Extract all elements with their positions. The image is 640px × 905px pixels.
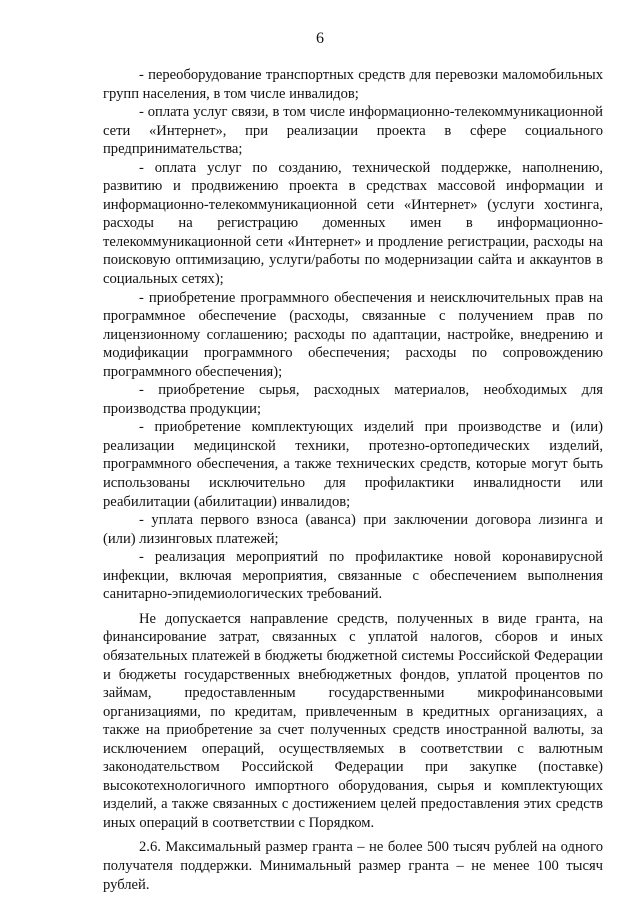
paragraph-grant-size: 2.6. Максимальный размер гранта – не более 500 тысяч рублей на одного получателя поддержки. Минимальный размер гранта – не менее 100 тысяч рублей. — [103, 839, 603, 893]
list-item-software-acquisition: - приобретение программного обеспечения и неисключительных прав на программное обеспечение (расходы, связанные с получением прав по лицензионному соглашению; расходы по адаптации, настройке, внедрению и модификации программного обеспечения; расходы по сопровождению программного обеспечения); — [103, 289, 603, 380]
document-body — [103, 66, 603, 894]
list-item-project-promotion: - оплата услуг по созданию, технической поддержке, наполнению, развитию и продвижению проекта в средствах массовой информации и информационно-телекоммуникационной сети «Интернет» (услуги хостинга, расходы на регистрацию доменных имен в информационно-телекоммуникационной сети «Интернет» и продление регистрации, расходы на поисковую оптимизацию, услуги/работы по модернизации сайта и аккаунтов в социальных сетях); — [103, 159, 603, 288]
page-number: 6 — [316, 30, 324, 47]
list-item-components: - приобретение комплектующих изделий при производстве и (или) реализации медицинской техники, протезно-ортопедических изделий, программного обеспечения, а также технических средств, которые могут быть использованы исключительно для профилактики инвалидности или реабилитации (абилитации) инвалидов; — [103, 419, 603, 510]
list-item-raw-materials: - приобретение сырья, расходных материалов, необходимых для производства продукции; — [103, 382, 603, 417]
list-item-communication-services: - оплата услуг связи, в том числе информационно-телекоммуникационной сети «Интернет», при реализации проекта в сфере социального предпринимательства; — [103, 104, 603, 158]
list-item-leasing-payment: - уплата первого взноса (аванса) при заключении договора лизинга и (или) лизинговых платежей; — [103, 512, 603, 547]
list-item-covid-measures: - реализация мероприятий по профилактике новой коронавирусной инфекции, включая мероприятия, связанные с обеспечением выполнения санитарно-эпидемиологических требований. — [103, 549, 603, 603]
list-item-vehicle-conversion: - переоборудование транспортных средств для перевозки маломобильных групп населения, в том числе инвалидов; — [103, 67, 603, 102]
paragraph-restrictions: Не допускается направление средств, полученных в виде гранта, на финансирование затрат, связанных с уплатой налогов, сборов и иных обязательных платежей в бюджеты бюджетной системы Российской Федерации и бюджеты государственных внебюджетных фондов, уплатой процентов по займам, предоставленным государственными микрофинансовыми организациями, по кредитам, привлеченным в кредитных организациях, а также на приобретение за счет полученных средств иностранной валюты, за исключением операций, осуществляемых в соответствии с валютным законодательством Российской Федерации при закупке (поставке) высокотехнологичного импортного оборудования, сырья и комплектующих изделий, а также связанных с достижением целей предоставления этих средств иных операций в соответствии с Порядком. — [103, 610, 603, 831]
